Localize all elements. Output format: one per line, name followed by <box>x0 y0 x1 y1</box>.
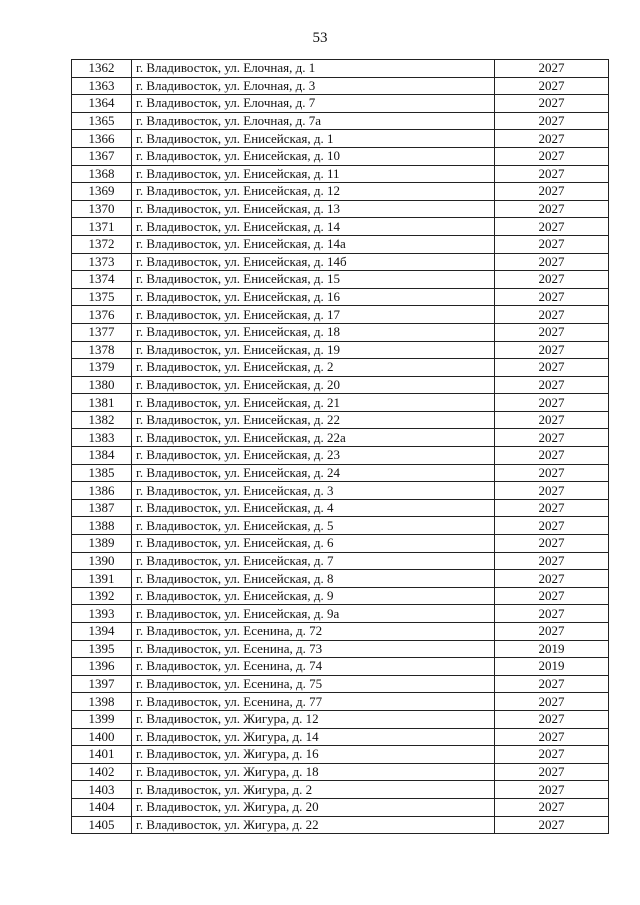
row-number-cell: 1394 <box>72 623 132 641</box>
address-cell: г. Владивосток, ул. Жигура, д. 18 <box>132 763 495 781</box>
address-cell: г. Владивосток, ул. Есенина, д. 73 <box>132 640 495 658</box>
year-cell: 2027 <box>495 781 609 799</box>
year-cell: 2027 <box>495 253 609 271</box>
row-number-cell: 1392 <box>72 587 132 605</box>
year-cell: 2019 <box>495 640 609 658</box>
address-cell: г. Владивосток, ул. Елочная, д. 7а <box>132 112 495 130</box>
table-row <box>72 271 609 289</box>
address-cell: г. Владивосток, ул. Енисейская, д. 14а <box>132 235 495 253</box>
table-row <box>72 218 609 236</box>
table-row <box>72 763 609 781</box>
year-cell: 2027 <box>495 798 609 816</box>
row-number-cell: 1369 <box>72 183 132 201</box>
year-cell: 2027 <box>495 411 609 429</box>
year-cell: 2027 <box>495 552 609 570</box>
year-cell: 2027 <box>495 746 609 764</box>
table-row <box>72 359 609 377</box>
table-row <box>72 640 609 658</box>
address-cell: г. Владивосток, ул. Енисейская, д. 9 <box>132 587 495 605</box>
address-cell: г. Владивосток, ул. Енисейская, д. 18 <box>132 323 495 341</box>
address-cell: г. Владивосток, ул. Енисейская, д. 1 <box>132 130 495 148</box>
table-row <box>72 288 609 306</box>
table-row <box>72 552 609 570</box>
address-cell: г. Владивосток, ул. Енисейская, д. 11 <box>132 165 495 183</box>
address-cell: г. Владивосток, ул. Жигура, д. 2 <box>132 781 495 799</box>
table-row <box>72 200 609 218</box>
year-cell: 2027 <box>495 499 609 517</box>
address-cell: г. Владивосток, ул. Енисейская, д. 9а <box>132 605 495 623</box>
row-number-cell: 1375 <box>72 288 132 306</box>
address-cell: г. Владивосток, ул. Есенина, д. 77 <box>132 693 495 711</box>
address-cell: г. Владивосток, ул. Енисейская, д. 20 <box>132 376 495 394</box>
table-row <box>72 605 609 623</box>
address-cell: г. Владивосток, ул. Есенина, д. 72 <box>132 623 495 641</box>
row-number-cell: 1383 <box>72 429 132 447</box>
year-cell: 2027 <box>495 359 609 377</box>
year-cell: 2027 <box>495 816 609 834</box>
year-cell: 2027 <box>495 394 609 412</box>
table-row <box>72 535 609 553</box>
row-number-cell: 1403 <box>72 781 132 799</box>
address-cell: г. Владивосток, ул. Елочная, д. 3 <box>132 77 495 95</box>
row-number-cell: 1380 <box>72 376 132 394</box>
address-cell: г. Владивосток, ул. Енисейская, д. 2 <box>132 359 495 377</box>
address-cell: г. Владивосток, ул. Жигура, д. 14 <box>132 728 495 746</box>
table-row <box>72 623 609 641</box>
table-row <box>72 306 609 324</box>
address-cell: г. Владивосток, ул. Енисейская, д. 6 <box>132 535 495 553</box>
table-row <box>72 728 609 746</box>
year-cell: 2027 <box>495 535 609 553</box>
table-row <box>72 675 609 693</box>
row-number-cell: 1397 <box>72 675 132 693</box>
year-cell: 2027 <box>495 763 609 781</box>
table-row <box>72 499 609 517</box>
year-cell: 2027 <box>495 482 609 500</box>
table-row <box>72 95 609 113</box>
year-cell: 2027 <box>495 112 609 130</box>
address-cell: г. Владивосток, ул. Жигура, д. 12 <box>132 710 495 728</box>
row-number-cell: 1363 <box>72 77 132 95</box>
year-cell: 2027 <box>495 235 609 253</box>
row-number-cell: 1399 <box>72 710 132 728</box>
table-row <box>72 253 609 271</box>
address-table <box>71 59 609 834</box>
table-row <box>72 60 609 78</box>
table-row <box>72 147 609 165</box>
year-cell: 2027 <box>495 587 609 605</box>
table-row <box>72 447 609 465</box>
address-cell: г. Владивосток, ул. Енисейская, д. 14 <box>132 218 495 236</box>
table-row <box>72 482 609 500</box>
row-number-cell: 1387 <box>72 499 132 517</box>
year-cell: 2027 <box>495 183 609 201</box>
address-cell: г. Владивосток, ул. Енисейская, д. 23 <box>132 447 495 465</box>
address-cell: г. Владивосток, ул. Енисейская, д. 5 <box>132 517 495 535</box>
row-number-cell: 1364 <box>72 95 132 113</box>
page-number: 53 <box>312 30 328 46</box>
row-number-cell: 1386 <box>72 482 132 500</box>
table-row <box>72 130 609 148</box>
year-cell: 2027 <box>495 147 609 165</box>
row-number-cell: 1372 <box>72 235 132 253</box>
address-cell: г. Владивосток, ул. Енисейская, д. 15 <box>132 271 495 289</box>
year-cell: 2027 <box>495 218 609 236</box>
row-number-cell: 1404 <box>72 798 132 816</box>
year-cell: 2027 <box>495 429 609 447</box>
address-cell: г. Владивосток, ул. Жигура, д. 22 <box>132 816 495 834</box>
address-cell: г. Владивосток, ул. Енисейская, д. 4 <box>132 499 495 517</box>
year-cell: 2027 <box>495 623 609 641</box>
year-cell: 2027 <box>495 693 609 711</box>
year-cell: 2027 <box>495 675 609 693</box>
row-number-cell: 1393 <box>72 605 132 623</box>
year-cell: 2027 <box>495 130 609 148</box>
table-row <box>72 341 609 359</box>
address-cell: г. Владивосток, ул. Енисейская, д. 8 <box>132 570 495 588</box>
year-cell: 2027 <box>495 570 609 588</box>
row-number-cell: 1362 <box>72 60 132 78</box>
year-cell: 2027 <box>495 341 609 359</box>
row-number-cell: 1405 <box>72 816 132 834</box>
year-cell: 2027 <box>495 288 609 306</box>
row-number-cell: 1377 <box>72 323 132 341</box>
row-number-cell: 1378 <box>72 341 132 359</box>
table-row <box>72 517 609 535</box>
table-row <box>72 587 609 605</box>
address-cell: г. Владивосток, ул. Жигура, д. 16 <box>132 746 495 764</box>
address-cell: г. Владивосток, ул. Есенина, д. 74 <box>132 658 495 676</box>
address-cell: г. Владивосток, ул. Енисейская, д. 7 <box>132 552 495 570</box>
table-row <box>72 235 609 253</box>
address-table-body <box>72 60 609 834</box>
year-cell: 2027 <box>495 728 609 746</box>
year-cell: 2027 <box>495 376 609 394</box>
year-cell: 2027 <box>495 447 609 465</box>
table-row <box>72 323 609 341</box>
table-row <box>72 376 609 394</box>
row-number-cell: 1376 <box>72 306 132 324</box>
table-row <box>72 165 609 183</box>
address-cell: г. Владивосток, ул. Жигура, д. 20 <box>132 798 495 816</box>
row-number-cell: 1373 <box>72 253 132 271</box>
address-cell: г. Владивосток, ул. Енисейская, д. 17 <box>132 306 495 324</box>
address-cell: г. Владивосток, ул. Енисейская, д. 22 <box>132 411 495 429</box>
row-number-cell: 1385 <box>72 464 132 482</box>
row-number-cell: 1374 <box>72 271 132 289</box>
year-cell: 2027 <box>495 200 609 218</box>
table-row <box>72 429 609 447</box>
table-row <box>72 77 609 95</box>
row-number-cell: 1401 <box>72 746 132 764</box>
address-cell: г. Владивосток, ул. Енисейская, д. 3 <box>132 482 495 500</box>
table-row <box>72 394 609 412</box>
address-cell: г. Владивосток, ул. Енисейская, д. 16 <box>132 288 495 306</box>
row-number-cell: 1402 <box>72 763 132 781</box>
address-cell: г. Владивосток, ул. Елочная, д. 1 <box>132 60 495 78</box>
row-number-cell: 1381 <box>72 394 132 412</box>
row-number-cell: 1370 <box>72 200 132 218</box>
row-number-cell: 1379 <box>72 359 132 377</box>
row-number-cell: 1396 <box>72 658 132 676</box>
year-cell: 2027 <box>495 464 609 482</box>
address-cell: г. Владивосток, ул. Енисейская, д. 13 <box>132 200 495 218</box>
year-cell: 2027 <box>495 60 609 78</box>
address-cell: г. Владивосток, ул. Енисейская, д. 10 <box>132 147 495 165</box>
address-cell: г. Владивосток, ул. Енисейская, д. 12 <box>132 183 495 201</box>
row-number-cell: 1367 <box>72 147 132 165</box>
address-cell: г. Владивосток, ул. Елочная, д. 7 <box>132 95 495 113</box>
year-cell: 2027 <box>495 605 609 623</box>
year-cell: 2027 <box>495 517 609 535</box>
year-cell: 2019 <box>495 658 609 676</box>
address-cell: г. Владивосток, ул. Енисейская, д. 24 <box>132 464 495 482</box>
table-row <box>72 658 609 676</box>
year-cell: 2027 <box>495 306 609 324</box>
address-cell: г. Владивосток, ул. Енисейская, д. 21 <box>132 394 495 412</box>
address-cell: г. Владивосток, ул. Енисейская, д. 22а <box>132 429 495 447</box>
table-row <box>72 183 609 201</box>
table-row <box>72 411 609 429</box>
year-cell: 2027 <box>495 77 609 95</box>
year-cell: 2027 <box>495 271 609 289</box>
table-row <box>72 693 609 711</box>
year-cell: 2027 <box>495 710 609 728</box>
row-number-cell: 1366 <box>72 130 132 148</box>
row-number-cell: 1400 <box>72 728 132 746</box>
row-number-cell: 1368 <box>72 165 132 183</box>
table-row <box>72 816 609 834</box>
row-number-cell: 1388 <box>72 517 132 535</box>
address-cell: г. Владивосток, ул. Енисейская, д. 19 <box>132 341 495 359</box>
table-row <box>72 746 609 764</box>
row-number-cell: 1395 <box>72 640 132 658</box>
year-cell: 2027 <box>495 95 609 113</box>
row-number-cell: 1365 <box>72 112 132 130</box>
row-number-cell: 1398 <box>72 693 132 711</box>
table-row <box>72 710 609 728</box>
row-number-cell: 1391 <box>72 570 132 588</box>
row-number-cell: 1389 <box>72 535 132 553</box>
row-number-cell: 1371 <box>72 218 132 236</box>
row-number-cell: 1384 <box>72 447 132 465</box>
table-row <box>72 570 609 588</box>
table-row <box>72 112 609 130</box>
year-cell: 2027 <box>495 323 609 341</box>
table-row <box>72 781 609 799</box>
row-number-cell: 1390 <box>72 552 132 570</box>
address-cell: г. Владивосток, ул. Есенина, д. 75 <box>132 675 495 693</box>
year-cell: 2027 <box>495 165 609 183</box>
address-cell: г. Владивосток, ул. Енисейская, д. 14б <box>132 253 495 271</box>
table-row <box>72 464 609 482</box>
row-number-cell: 1382 <box>72 411 132 429</box>
table-row <box>72 798 609 816</box>
